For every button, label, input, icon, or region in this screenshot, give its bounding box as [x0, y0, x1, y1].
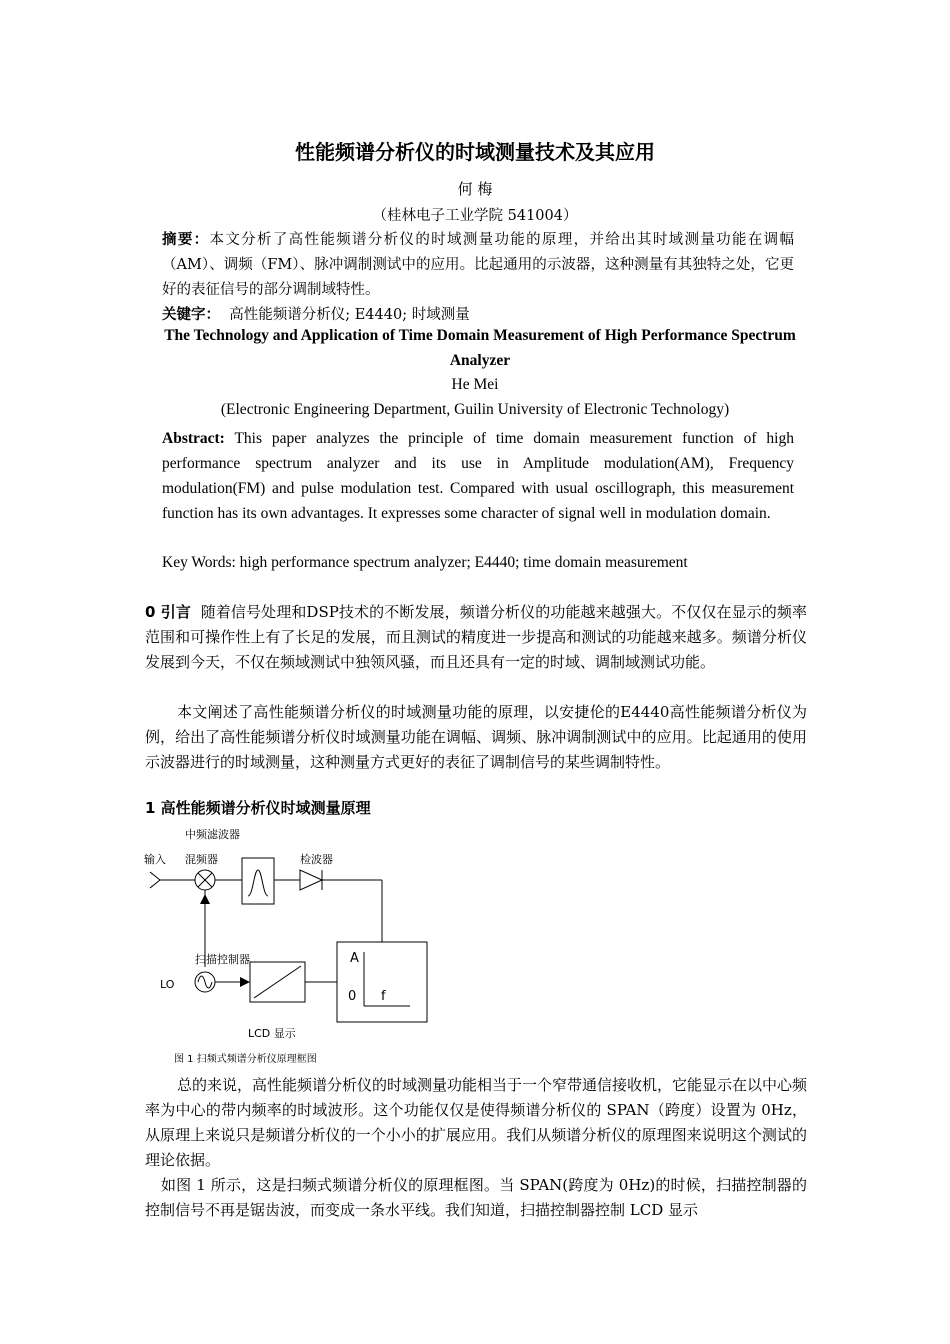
paper-title-en: The Technology and Application of Time Domain Measurement of High Performance Spectrum Analyzer: [164, 327, 796, 369]
author-cn: 何 梅: [457, 180, 493, 198]
body-paragraph-1: 总的来说，高性能频谱分析仪的时域测量功能相当于一个窄带通信接收机，它能显示在以中心频率为中心的带内频率的时域波形。这个功能仅仅是使得频谱分析仪的 SPAN（跨度）设置为 0Hz，从原理上来说只是频谱分析仪的一个小小的扩展应用。我们从频谱分析仪的原理图来说明这个测试的理论依据。: [145, 1076, 808, 1169]
keywords-cn-text: 高性能频谱分析仪; E4440; 时域测量: [229, 307, 470, 323]
block-diagram-figure: [140, 822, 440, 1072]
abstract-en-label: Abstract:: [162, 430, 225, 447]
sweep-controller-label: 扫描控制器: [195, 953, 250, 966]
mixer-label: 混频器: [185, 853, 218, 866]
intro-heading: 0 引言: [145, 603, 191, 621]
input-label: 输入: [144, 853, 166, 866]
abstract-en-text: This paper analyzes the principle of time domain measurement function of high performance spectrum analyzer and its use in Amplitude modulation(AM), Frequency modulation(FM) and pulse modulation test. Compared with usual oscillograph, this measurement function has its own advantages. It expresses some character of signal well in modulation domain.: [162, 430, 794, 522]
intro-paragraph-1: [145, 600, 807, 675]
section-1-title: 1 高性能频谱分析仪时域测量原理: [145, 799, 371, 817]
abstract-cn-label: 摘要：: [162, 231, 210, 248]
sweep-arrow-icon: [240, 977, 250, 987]
author-en: He Mei: [451, 376, 499, 393]
body-paragraph-2: 如图 1 所示，这是扫频式频谱分析仪的原理框图。当 SPAN(跨度为 0Hz)的时候，扫描控制器的控制信号不再是锯齿波，而变成一条水平线。我们知道，扫描控制器控制 LCD 显示: [145, 1176, 807, 1219]
abstract-cn: [162, 227, 794, 303]
keywords-cn-label: 关键字：: [162, 306, 220, 323]
detector-diode-icon: [300, 870, 322, 890]
if-filter-label: 中频滤波器: [185, 828, 240, 841]
axis-a-label: A: [350, 951, 359, 966]
lcd-label: LCD 显示: [248, 1027, 296, 1040]
abstract-en: [162, 426, 794, 526]
affiliation-cn: （桂林电子工业学院 541004）: [372, 208, 578, 224]
axis-f-label: f: [381, 989, 386, 1004]
abstract-cn-text: 本文分析了高性能频谱分析仪的时域测量功能的原理，并给出其时域测量功能在调幅（AM）、调频（FM）、脉冲调制测试中的应用。比起通用的示波器，这种测量有其独特之处，它更好的表征信号的部分调制域特性。: [162, 232, 794, 298]
intro-text-1: 随着信号处理和DSP技术的不断发展，频谱分析仪的功能越来越强大。不仅仅在显示的频率范围和可操作性上有了长足的发展，而且测试的精度进一步提高和测试的功能越来越多。频谱分析仪发展到今天，不仅在频域测试中独领风骚，而且还具有一定的时域、调制域测试功能。: [145, 603, 807, 671]
lo-label: LO: [160, 978, 175, 991]
lo-arrow-icon: [200, 894, 210, 904]
axis-0-label: 0: [348, 989, 357, 1004]
intro-paragraph-2: 本文阐述了高性能频谱分析仪的时域测量功能的原理，以安捷伦的E4440高性能频谱分析仪为例，给出了高性能频谱分析仪时域测量功能在调幅、调频、脉冲调制测试中的应用。比起通用的使用示波器进行的时域测量，这种测量方式更好的表征了调制信号的某些调制特性。: [145, 703, 807, 771]
if-filter-block: [242, 858, 274, 904]
affiliation-en: (Electronic Engineering Department, Guilin University of Electronic Technology): [220, 401, 730, 418]
input-arrow-icon: [150, 872, 160, 888]
keywords-en: Key Words: high performance spectrum analyzer; E4440; time domain measurement: [162, 554, 688, 571]
figure-caption: 图 1 扫频式频谱分析仪原理框图: [174, 1054, 317, 1065]
detector-label: 检波器: [300, 853, 333, 866]
paper-title: 性能频谱分析仪的时域测量技术及其应用: [295, 140, 655, 164]
